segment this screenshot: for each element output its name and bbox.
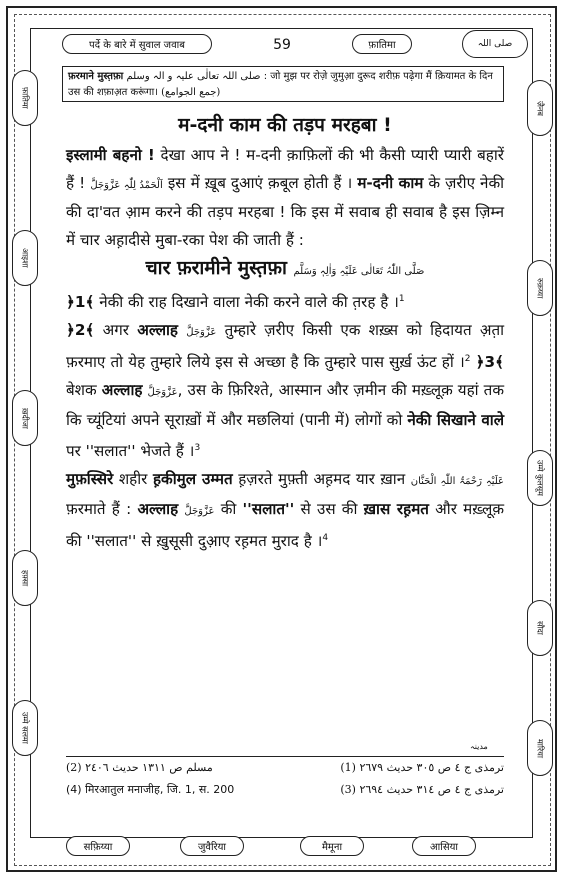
article-title: म-दनी काम की तड़प मरहबा !	[178, 114, 392, 136]
footnote-4: (4) मिरआतुल मनाजीह, जि. 1, स. 200	[66, 783, 235, 796]
corner-tag: مدینہ	[470, 742, 488, 751]
commentary-allah: अल्लाह	[137, 499, 179, 518]
intro-arabic: اَلْحَمْدُ لِلّٰہِ عَزَّوَجَلَّ	[90, 179, 163, 191]
intro-bold: इस्लामी बहनो !	[66, 145, 155, 164]
tab-bottom-4: आसिया	[412, 836, 476, 856]
side-medal-left-1: फ़ातिमा	[12, 70, 38, 126]
hadith-2-text-b: तुम्हारे ज़रीए किसी एक शख़्स को हिदायत अ़त़ा फ़रमाए तो येह तुम्हारे लिये इस से अच्छा है कि तुम्हारे पास सुर्ख़ ऊंट हों ।	[66, 320, 505, 372]
tab-bottom-2: जुवैरिया	[180, 836, 244, 856]
hadith-arabic: صلی اللہ تعالٰی علیہ و الہ وسلم	[126, 71, 261, 82]
footnote-ref-2: 2	[464, 354, 471, 365]
intro-bold-2: म-दनी काम	[357, 173, 424, 192]
footnote-row-2	[66, 779, 504, 801]
commentary-bold-3: ख़ास रह़मत	[363, 499, 429, 518]
side-medal-right-5: मारिया	[527, 720, 553, 776]
side-medal-right-3: उम्मे कुलसूम	[527, 450, 553, 506]
tab-bottom-3: मैमूना	[300, 836, 364, 856]
footnote-1: (1) ترمذی ج ٤ ص ٣٠٥ حدیث ٢٦٧٩	[340, 761, 504, 774]
footnote-2: (2) مسلم ص ١٣١١ حدیث ٢٤٠٦	[66, 761, 213, 774]
paragraph-intro	[66, 142, 504, 255]
commentary-bold-1: मुफ़स्सिरे	[66, 469, 114, 488]
hadith-3-text-b: , उस के फ़िरिश्ते, आस्मान और ज़मीन की मख़्लूक़ यहां तक कि च्यूंटियां अपने सूराख़ों में और मछलियां (पानी में) लोगों को	[66, 381, 504, 430]
commentary-arabic-2: عَزَّوَجَلَّ	[184, 505, 215, 517]
side-medal-left-2: आइशा	[12, 230, 38, 286]
top-right-medal: صلی اللہ	[462, 30, 528, 58]
footnote-row-1	[66, 757, 504, 779]
commentary-text-a: शहीर	[118, 469, 148, 488]
side-medal-right-4: सौदा	[527, 600, 553, 656]
hadith-1-number: ﴿1﴾	[66, 292, 95, 311]
commentary-text-f: और मख़्लूक़ की ''सलात'' से ख़ुसूसी दुआ़ए रह़मत मुराद है ।	[66, 499, 505, 551]
hadith-1-text: नेकी की राह दिखाने वाला नेकी करने वाले की त़रह है ।	[99, 292, 399, 311]
subtitle-arabic: صَلَّی اللّٰہُ تَعَالٰی عَلَیْہِ وَاٰلِہٖ وَسَلَّم	[293, 265, 425, 277]
footnotes	[66, 756, 504, 801]
hadith-3-text-a: बेशक	[66, 381, 97, 400]
hadith-label: फ़रमाने मुस्त़फ़ा	[68, 71, 124, 82]
tab-bottom-1: सफ़िय्या	[66, 836, 130, 856]
subtitle	[66, 255, 504, 286]
hadith-2-arabic: عَزَّوَجَلَّ	[186, 326, 217, 338]
hadith-3-text-c: पर ''सलात'' भेजते हैं ।	[66, 441, 195, 460]
page-number: 59	[262, 33, 302, 57]
footnote-ref-4: 4	[322, 533, 329, 544]
hadith-text: : जो मुझ पर रोज़े जुमुआ़ दुरूद शरीफ़ पढ़ेगा मैं क़ियामत के दिन उस की शफ़ाअ़त करूंगा।	[68, 71, 493, 98]
hadith-source: (جمع الجوامع)	[161, 87, 221, 98]
side-medal-left-4: हफ़्सा	[12, 550, 38, 606]
commentary-text-e: से उस की	[300, 499, 358, 518]
hadith-1	[66, 286, 504, 317]
commentary-text-d: की	[220, 499, 237, 518]
hadith-3-allah: अल्लाह	[101, 381, 143, 400]
intro-text: देखा आप ने ! म-दनी क़ाफ़िलों की भी कैसी प्यारी प्यारी बहारें हैं !	[66, 145, 504, 192]
commentary-bold-2: ह़कीमुल उम्मत	[152, 469, 233, 488]
hadith-2-3	[66, 317, 504, 466]
book-title-tab: पर्दे के बारे में सुवाल जवाब	[62, 34, 212, 54]
commentary-text-b: ह़ज़रते मुफ़्ती अह़मद यार ख़ान	[238, 469, 406, 488]
side-medal-left-5: उम्मे सलमा	[12, 700, 38, 756]
side-medal-right-1: ज़ैनब	[527, 80, 553, 136]
intro-text-3: के ज़रीए नेकी की दा'वत आ़म करने की तड़प मरहबा ! कि इस में सवाब ही सवाब है इस ज़िम्न में चार अह़ादीसे मुबा-रका पेश की जाती हैं :	[66, 173, 505, 250]
hadith-3-arabic: عَزَّوَجَلَّ	[147, 387, 178, 399]
hadith-3-number: ﴿3﴾	[475, 353, 505, 372]
side-medal-right-2: रुक़य्या	[527, 260, 553, 316]
article-body	[66, 112, 504, 556]
footnote-ref-1: 1	[398, 293, 405, 304]
hadith-2-text-a: अगर	[102, 320, 129, 339]
commentary-arabic: عَلَیْہِ رَحْمَۃُ اللّٰہِ الْحَنَّان	[410, 475, 505, 487]
footnote-3: (3) ترمذی ج ٤ ص ٣١٤ حدیث ٢٦٩٤	[340, 783, 504, 796]
paragraph-commentary	[66, 466, 504, 556]
footnote-ref-3: 3	[194, 442, 201, 453]
commentary-text-c: फ़रमाते हैं :	[66, 499, 132, 518]
side-medal-left-3: ख़दीजा	[12, 390, 38, 446]
hadith-2-allah: अल्लाह	[137, 320, 178, 339]
subtitle-text: चार फ़रामीने मुस्त़फ़ा	[145, 256, 287, 279]
commentary-salat: ''सलात''	[242, 499, 295, 518]
tab-fatima: फ़ातिमा	[352, 34, 412, 54]
intro-text-2: इस में ख़ूब दुआएं क़बूल होती हैं ।	[167, 173, 353, 192]
hadith-2-number: ﴿2﴾	[66, 320, 95, 339]
hadith-box	[62, 66, 504, 102]
hadith-3-bold: नेकी सिखाने वाले	[407, 411, 505, 430]
